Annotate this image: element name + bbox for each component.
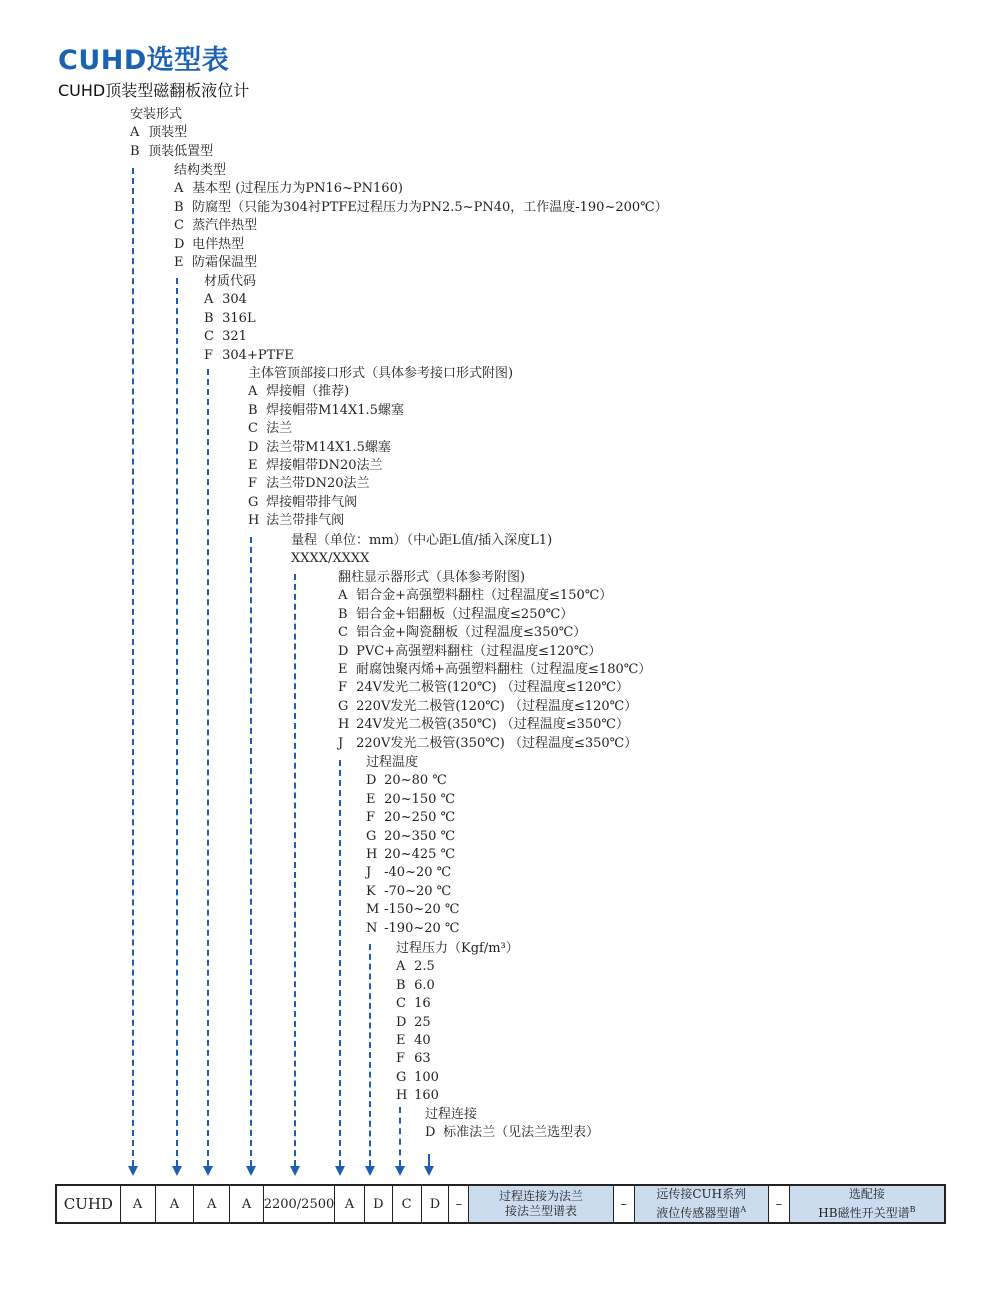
guide-line	[250, 537, 252, 1166]
option-text: 100	[414, 1069, 439, 1085]
option-code: B	[130, 143, 140, 159]
group-heading: 安装形式	[130, 107, 183, 122]
option-row	[366, 809, 459, 827]
option-code: B	[174, 199, 184, 215]
option-text: 铝合金+高强塑料翻柱（过程温度≤150℃）	[356, 588, 613, 604]
option-code: F	[248, 476, 258, 492]
option-text: 220V发光二极管(350℃) （过程温度≤350℃）	[356, 735, 638, 751]
option-code: J	[338, 735, 344, 751]
option-row	[130, 124, 213, 142]
option-row	[366, 791, 459, 809]
option-row	[204, 291, 294, 309]
option-text: -150~20 ℃	[384, 902, 460, 918]
ext-switch-line1: 选配接	[848, 1187, 885, 1201]
option-row	[338, 643, 651, 661]
option-row	[366, 828, 459, 846]
option-code: F	[338, 680, 348, 696]
option-code: E	[248, 458, 258, 474]
option-group	[204, 273, 294, 365]
guide-line	[369, 944, 371, 1166]
option-code: G	[366, 828, 377, 844]
option-row	[248, 457, 513, 475]
arrow-down-icon	[172, 1166, 182, 1176]
option-row	[338, 679, 651, 697]
option-text: 220V发光二极管(120℃) （过程温度≤120℃）	[356, 698, 638, 714]
option-text: 铝合金+铝翻板（过程温度≤250℃）	[356, 606, 574, 622]
option-text: 法兰带DN20法兰	[266, 476, 370, 492]
model-code-bar	[55, 1184, 946, 1224]
ext-flange-spec	[469, 1186, 613, 1222]
group-heading: 翻柱显示器形式（具体参考附图)	[338, 570, 526, 585]
option-code: C	[338, 625, 348, 641]
code-cell-install: A	[121, 1186, 156, 1222]
option-text: 20~350 ℃	[384, 828, 456, 844]
group-heading: 过程连接	[425, 1107, 478, 1122]
option-text: 焊接帽带M14X1.5螺塞	[266, 402, 404, 418]
option-text: 焊接帽（推荐)	[266, 384, 350, 400]
option-row	[174, 180, 668, 198]
option-code: B	[248, 402, 258, 418]
option-code: H	[366, 847, 378, 863]
code-cell-material: A	[194, 1186, 230, 1222]
arrow-down-icon	[128, 1166, 138, 1176]
option-row	[248, 439, 513, 457]
option-code: E	[396, 1033, 406, 1049]
option-code: E	[338, 662, 348, 678]
option-row	[130, 143, 213, 161]
arrow-down-icon	[395, 1166, 405, 1176]
option-row	[396, 958, 519, 976]
option-row	[174, 199, 668, 217]
guide-line	[207, 369, 209, 1166]
ext-sensor-line2: 液位传感器型谱	[656, 1206, 741, 1220]
code-cell-top-port: A	[230, 1186, 264, 1222]
option-text: -40~20 ℃	[384, 865, 452, 881]
arrow-down-icon	[365, 1166, 375, 1176]
option-text: 40	[414, 1033, 431, 1049]
option-text: PVC+高强塑料翻柱（过程温度≤120℃）	[356, 643, 602, 659]
option-code: C	[204, 329, 214, 345]
option-code: D	[366, 773, 377, 789]
ext-switch-spec	[790, 1186, 944, 1222]
option-text: 63	[414, 1051, 431, 1067]
option-text: 基本型 (过程压力为PN16~PN160)	[192, 181, 403, 197]
option-row	[396, 977, 519, 995]
option-code: D	[174, 236, 185, 252]
option-row	[396, 1069, 519, 1087]
option-text: -70~20 ℃	[384, 883, 452, 899]
option-text: 顶装型	[148, 125, 188, 141]
ext-separator: –	[614, 1186, 635, 1222]
option-text: 2.5	[414, 959, 435, 975]
code-cell-pressure: C	[393, 1186, 422, 1222]
group-heading: 量程（单位：mm）（中心距L值/插入深度L1)	[291, 533, 553, 548]
option-row	[396, 1087, 519, 1105]
option-code: A	[338, 588, 348, 604]
option-text: 16	[414, 996, 431, 1012]
arrow-down-icon	[424, 1166, 434, 1176]
option-code: C	[248, 421, 258, 437]
option-text: 法兰带M14X1.5螺塞	[266, 439, 391, 455]
option-code: H	[396, 1088, 408, 1104]
option-code: A	[248, 384, 258, 400]
option-code: H	[248, 513, 260, 529]
option-code: G	[248, 494, 259, 510]
option-group	[366, 754, 459, 938]
option-row	[338, 735, 651, 753]
option-code: B	[338, 606, 348, 622]
option-row	[338, 624, 651, 642]
option-text: 防霜保温型	[192, 255, 258, 271]
page-subtitle: CUHD顶装型磁翻板液位计	[58, 81, 250, 100]
option-text: 法兰带排气阀	[266, 513, 345, 529]
option-text: 304+PTFE	[222, 347, 294, 363]
option-text: 法兰	[266, 421, 293, 437]
option-code: C	[396, 996, 406, 1012]
option-text: 标准法兰（见法兰选型表）	[443, 1125, 600, 1141]
ext-flange-line1: 过程连接为法兰	[498, 1189, 583, 1203]
ext-separator: –	[769, 1186, 790, 1222]
option-code: B	[396, 977, 406, 993]
option-code: C	[174, 218, 184, 234]
option-text: 20~80 ℃	[384, 773, 447, 789]
group-heading: 主体管顶部接口形式（具体参考接口形式附图)	[248, 366, 514, 381]
guide-line	[294, 574, 296, 1166]
option-row	[338, 716, 651, 734]
option-code: H	[338, 717, 350, 733]
option-row	[248, 383, 513, 401]
option-code: E	[366, 791, 376, 807]
option-text: 焊接帽带DN20法兰	[266, 458, 383, 474]
option-code: A	[204, 292, 214, 308]
option-group	[174, 162, 668, 272]
guide-line	[176, 278, 178, 1166]
option-text: 24V发光二极管(120℃) （过程温度≤120℃）	[356, 680, 629, 696]
option-text: 321	[222, 329, 247, 345]
guide-line	[339, 760, 341, 1166]
option-row	[291, 550, 552, 568]
option-group	[425, 1106, 599, 1143]
option-row	[396, 1032, 519, 1050]
code-cell-temperature: D	[365, 1186, 393, 1222]
option-text: XXXX/XXXX	[291, 551, 370, 567]
option-group	[291, 532, 552, 569]
option-row	[338, 606, 651, 624]
ext-sensor-note: A	[740, 1205, 747, 1214]
option-text: 蒸汽伴热型	[192, 218, 258, 234]
option-code: A	[174, 181, 184, 197]
option-row	[248, 402, 513, 420]
option-text: 电伴热型	[192, 236, 245, 252]
option-text: 160	[414, 1088, 439, 1104]
arrow-down-icon	[290, 1166, 300, 1176]
option-row	[338, 698, 651, 716]
arrow-down-icon	[246, 1166, 256, 1176]
option-text: 铝合金+陶瓷翻板（过程温度≤350℃）	[356, 625, 587, 641]
option-code: F	[396, 1051, 406, 1067]
option-row	[366, 920, 459, 938]
code-separator: –	[449, 1186, 469, 1222]
code-cell-prefix: CUHD	[57, 1186, 121, 1222]
option-row	[366, 901, 459, 919]
arrow-down-icon	[203, 1166, 213, 1176]
option-text: 304	[222, 292, 247, 308]
group-heading: 过程温度	[366, 755, 419, 770]
option-group	[130, 106, 213, 161]
option-text: 20~250 ℃	[384, 810, 456, 826]
option-code: D	[248, 439, 259, 455]
ext-switch-line2: HB磁性开关型谱	[818, 1206, 910, 1220]
option-code: K	[366, 883, 376, 899]
option-row	[366, 864, 459, 882]
option-code: E	[174, 255, 184, 271]
option-code: D	[338, 643, 349, 659]
option-code: M	[366, 902, 380, 918]
option-row	[248, 475, 513, 493]
option-row	[174, 236, 668, 254]
option-group	[248, 365, 513, 531]
ext-flange-line2: 接法兰型谱表	[504, 1204, 577, 1218]
option-row	[174, 254, 668, 272]
option-group	[338, 569, 651, 753]
option-code: A	[130, 125, 140, 141]
ext-sensor-spec	[635, 1186, 769, 1222]
group-heading: 过程压力（Kgf/m³）	[396, 941, 519, 956]
option-code: D	[425, 1125, 436, 1141]
option-row	[204, 328, 294, 346]
option-text: -190~20 ℃	[384, 920, 460, 936]
option-row	[366, 772, 459, 790]
option-code: N	[366, 920, 378, 936]
option-text: 顶装低置型	[148, 143, 214, 159]
option-row	[396, 1050, 519, 1068]
option-code: D	[396, 1014, 407, 1030]
option-text: 24V发光二极管(350℃) （过程温度≤350℃）	[356, 717, 629, 733]
ext-switch-note: B	[909, 1205, 916, 1214]
page-title: CUHD选型表	[58, 45, 230, 76]
group-heading: 结构类型	[174, 163, 227, 178]
option-code: J	[366, 865, 372, 881]
option-row	[248, 494, 513, 512]
option-code: B	[204, 310, 214, 326]
option-row	[204, 347, 294, 365]
option-row	[366, 883, 459, 901]
option-row	[396, 1014, 519, 1032]
guide-line	[428, 1154, 430, 1166]
option-text: 20~150 ℃	[384, 791, 456, 807]
option-code: F	[366, 810, 376, 826]
code-cell-structure: A	[156, 1186, 195, 1222]
option-row	[248, 512, 513, 530]
option-row	[248, 420, 513, 438]
option-code: G	[396, 1069, 407, 1085]
guide-line	[132, 168, 134, 1166]
option-text: 20~425 ℃	[384, 847, 456, 863]
option-text: 316L	[222, 310, 256, 326]
option-code: A	[396, 959, 406, 975]
option-row	[174, 217, 668, 235]
option-text: 25	[414, 1014, 431, 1030]
option-row	[425, 1124, 599, 1142]
option-text: 防腐型（只能为304衬PTFE过程压力为PN2.5~PN40，工作温度-190~200℃）	[192, 199, 668, 215]
option-text: 焊接帽带排气阀	[266, 494, 358, 510]
option-row	[366, 846, 459, 864]
option-row	[338, 587, 651, 605]
option-row	[396, 995, 519, 1013]
option-row	[338, 661, 651, 679]
guide-line	[399, 1107, 401, 1166]
option-code: G	[338, 698, 349, 714]
code-cell-range: 2200/2500	[264, 1186, 335, 1222]
option-text: 耐腐蚀聚丙烯+高强塑料翻柱（过程温度≤180℃）	[356, 662, 652, 678]
group-heading: 材质代码	[204, 274, 257, 289]
code-cell-connection: D	[422, 1186, 450, 1222]
option-group	[396, 940, 519, 1106]
arrow-down-icon	[335, 1166, 345, 1176]
option-row	[204, 310, 294, 328]
option-text: 6.0	[414, 977, 435, 993]
option-code: F	[204, 347, 214, 363]
ext-sensor-line1: 远传接CUH系列	[656, 1187, 747, 1201]
code-cell-indicator: A	[335, 1186, 365, 1222]
